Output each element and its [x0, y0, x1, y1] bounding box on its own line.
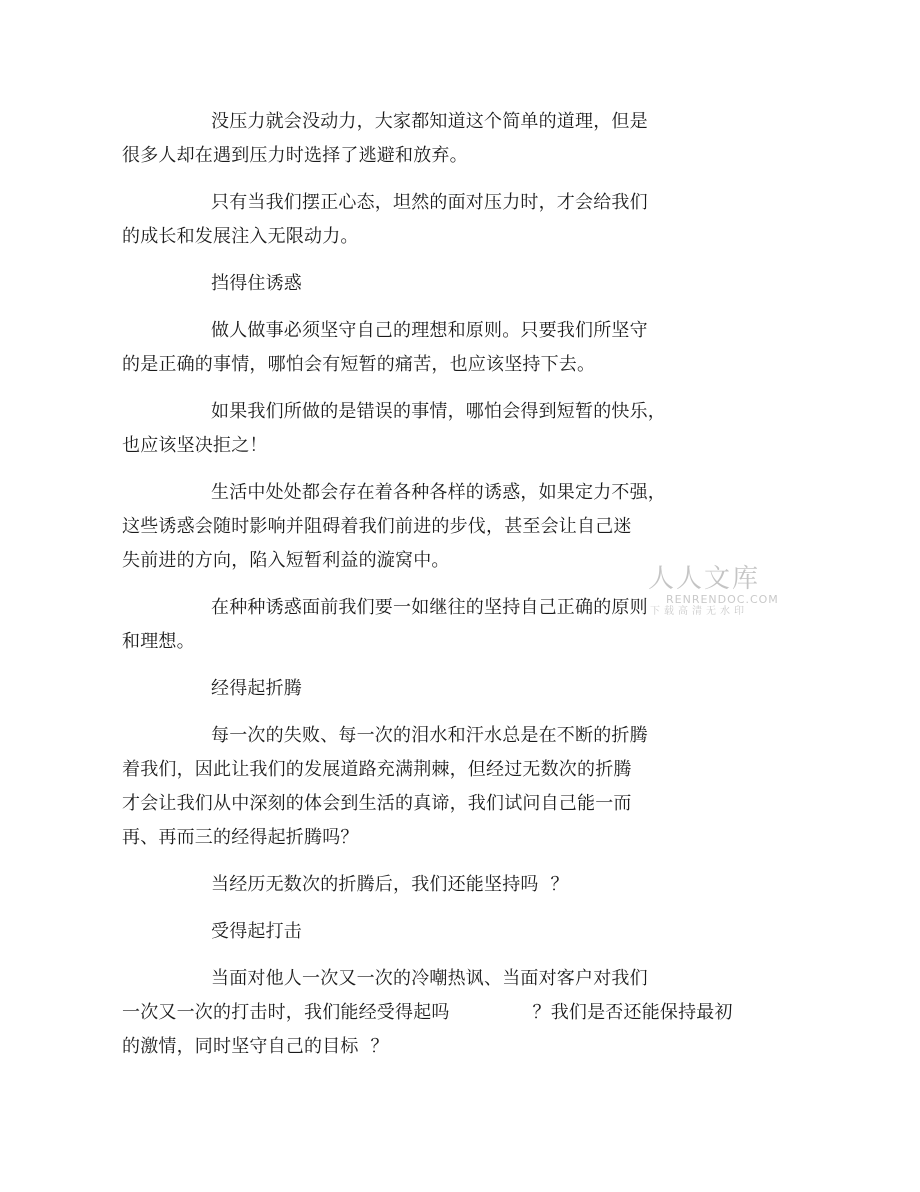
text-line: 一次又一次的打击时，我们能经受得起吗 ？我们是否还能保持最初	[122, 1002, 733, 1023]
text-line: 才会让我们从中深刻的体会到生活的真谛，我们试问自己能一而	[122, 793, 632, 814]
watermark-slogan: 下载高清无水印	[650, 606, 748, 617]
text-line: 的是正确的事情，哪怕会有短暂的痛苦，也应该坚持下去。	[122, 354, 596, 375]
text-line: 当面对他人一次又一次的冷嘲热讽、当面对客户对我们	[211, 968, 648, 989]
text-line: 没压力就会没动力，大家都知道这个简单的道理，但是	[211, 111, 648, 132]
text-line: 和理想。	[122, 631, 195, 652]
text-line: 如果我们所做的是错误的事情，哪怕会得到短暂的快乐，	[211, 401, 666, 422]
section-heading: 挡得住诱惑	[211, 273, 302, 294]
text-line: 的激情，同时坚守自己的目标 ？	[122, 1036, 389, 1057]
text-line: 做人做事必须坚守自己的理想和原则。只要我们所坚守	[211, 320, 648, 341]
text-line: 当经历无数次的折腾后，我们还能坚持吗 ？	[211, 874, 569, 895]
text-line: 这些诱惑会随时影响并阻碍着我们前进的步伐，甚至会让自己迷	[122, 516, 632, 537]
watermark-domain: RENRENDOC.COM	[666, 593, 779, 606]
text-line: 很多人却在遇到压力时选择了逃避和放弃。	[122, 145, 468, 166]
text-line: 的成长和发展注入无限动力。	[122, 226, 359, 247]
text-line: 只有当我们摆正心态，坦然的面对压力时，才会给我们	[211, 192, 648, 213]
text-line: 每一次的失败、每一次的泪水和汗水总是在不断的折腾	[211, 725, 648, 746]
section-heading: 经得起折腾	[211, 678, 302, 699]
text-line: 着我们，因此让我们的发展道路充满荆棘，但经过无数次的折腾	[122, 759, 632, 780]
text-line: 失前进的方向，陷入短暂利益的漩窝中。	[122, 550, 450, 571]
text-line: 再、再而三的经得起折腾吗？	[122, 827, 359, 848]
text-line: 生活中处处都会存在着各种各样的诱惑，如果定力不强，	[211, 482, 666, 503]
text-line: 在种种诱惑面前我们要一如继往的坚持自己正确的原则	[211, 597, 648, 618]
text-line: 也应该坚决拒之！	[122, 435, 268, 456]
section-heading: 受得起打击	[211, 921, 302, 942]
watermark-title: 人人文库	[648, 564, 761, 594]
